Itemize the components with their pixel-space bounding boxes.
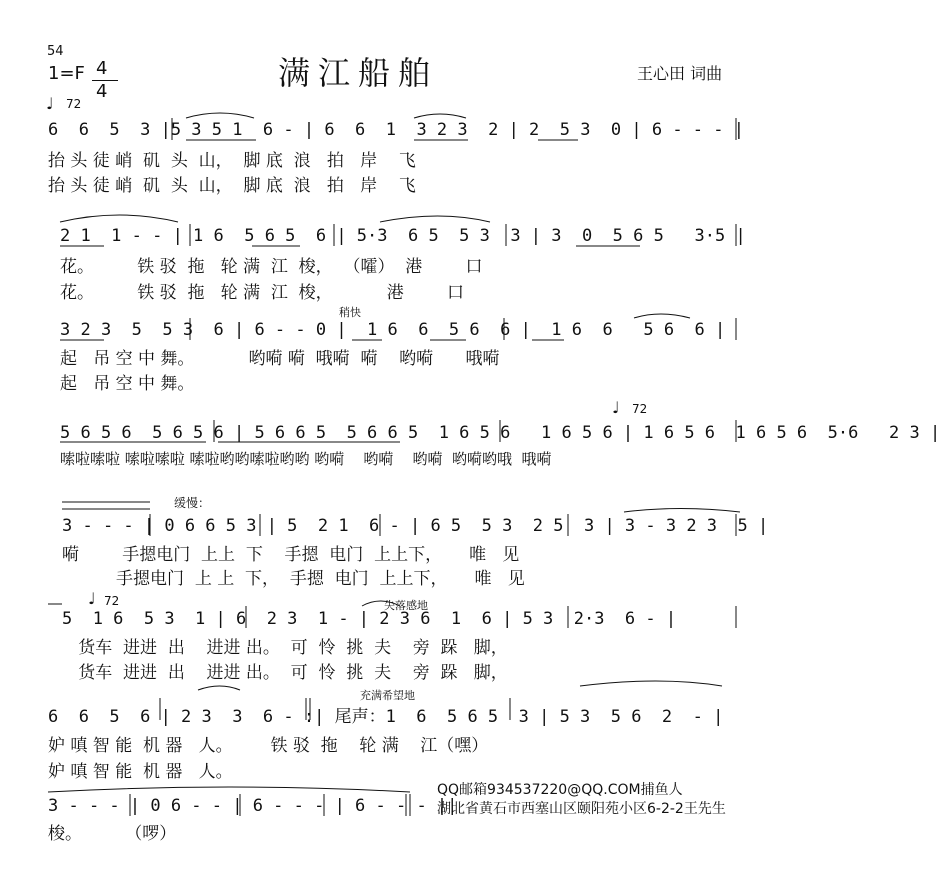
quarter-note-icon: ♩ [612,398,620,417]
system-3-lyrics-verse-2: 起 吊 空 中 舞。 [60,374,195,394]
key-signature: 1=F [48,63,85,84]
system-1-lyrics-verse-2: 抬 头 徒 峭 矶 头 山， 脚 底 浪 拍 岸 飞 [48,176,416,196]
system-6-notes: 5 1 6 5 3 1 | 6 2 3 1 - | 2 3 6 1 6 | 5 3 2·3 6 - | [62,609,677,629]
system-4-notes: 5 6 5 6 5 6 5 6 | 5 6 6 5 5 6 6 5 1 6 5 6 1 6 5 6 | 1 6 5 6 1 6 5 6 5·6 2 3 | [60,423,940,443]
expression-mark-faster: 稍快 [339,306,361,319]
page-title: 满江船舶 [278,54,439,92]
system-6-lyrics-verse-2: 货车 进进 出 进进 出。 可 怜 挑 夫 旁 跺 脚， [62,663,508,683]
quarter-note-icon: ♩ [88,589,96,608]
expression-mark-hopeful: 充满希望地 [360,689,415,702]
page-number: 54 [47,44,64,59]
system-1-notes: 6 6 5 3 |5 3 5 1 6 - | 6 6 1 3 2 3 2 | 2 5 3 0 | 6 - - - | [48,120,744,140]
system-7-lyrics-verse-1: 妒 嗔 智 能 机 器 人。 铁 驳 拖 轮 满 江（嘿） [48,736,489,756]
system-3-lyrics-verse-1: 起 吊 空 中 舞。 哟嗬 嗬 哦嗬 嗬 哟嗬 哦嗬 [60,349,500,369]
system-7-lyrics-verse-2: 妒 嗔 智 能 机 器 人。 [48,762,233,782]
tempo-marking: 72 [632,402,648,416]
time-signature-top: 4 [96,58,108,79]
expression-mark-slow: 缓慢： [174,496,211,510]
contact-email: QQ邮箱934537220@QQ.COM捕鱼人 [437,782,683,798]
tempo-marking: 72 [104,594,120,608]
system-2-lyrics-verse-1: 花。 铁 驳 拖 轮 满 江 梭， （嚯） 港 口 [60,257,483,277]
system-5-lyrics-verse-2: 手摁电门 上 上 下， 手摁 电门 上上下， 唯 见 [62,569,525,589]
contact-address: 湖北省黄石市西塞山区颐阳苑小区6-2-2王先生 [437,801,726,817]
system-6-lyrics-verse-1: 货车 进进 出 进进 出。 可 怜 挑 夫 旁 跺 脚， [62,638,508,658]
system-8-notes: 3 - - - | 0 6 - - | 6 - - - | 6 - - - || [48,796,458,816]
system-5-lyrics-verse-1: 嗬 手摁电门 上上 下 手摁 电门 上上下， 唯 见 [62,545,520,565]
system-2-lyrics-verse-2: 花。 铁 驳 拖 轮 满 江 梭， 港 口 [60,283,464,303]
author-credit: 王心田 词曲 [637,64,723,83]
system-2-notes: 2 1 1 - - | 1 6 5 6 5 6 | 5·3 6 5 5 3 3 | 3 0 5 6 5 3·5 | [60,226,746,246]
tempo-marking: 72 [66,97,82,111]
expression-mark-lost: 失落感地 [384,599,428,612]
system-3-notes: 3 2 3 5 5 3 6 | 6 - - 0 | 1 6 6 5 6 6 | 1 6 6 5 6 6 | [60,320,726,340]
time-signature-bottom: 4 [96,81,108,102]
quarter-note-icon: ♩ [46,94,54,113]
system-4-lyrics-verse-1: 嗦啦嗦啦 嗦啦嗦啦 嗦啦哟哟嗦啦哟哟 哟嗬 哟嗬 哟嗬 哟嗬哟哦 哦嗬 [60,450,552,468]
system-7-notes: 6 6 5 6 | 2 3 3 6 - :| 尾声：1 6 5 6 5 3 | 5 3 5 6 2 - | [48,707,724,727]
system-1-lyrics-verse-1: 抬 头 徒 峭 矶 头 山， 脚 底 浪 拍 岸 飞 [48,151,416,171]
system-8-lyrics-verse-1: 梭。 （啰） [48,824,177,844]
system-5-notes: 3 - - - | 0 6 6 5 3 | 5 2 1 6 - | 6 5 5 3 2 5 3 | 3 - 3 2 3 5 | [62,516,769,536]
